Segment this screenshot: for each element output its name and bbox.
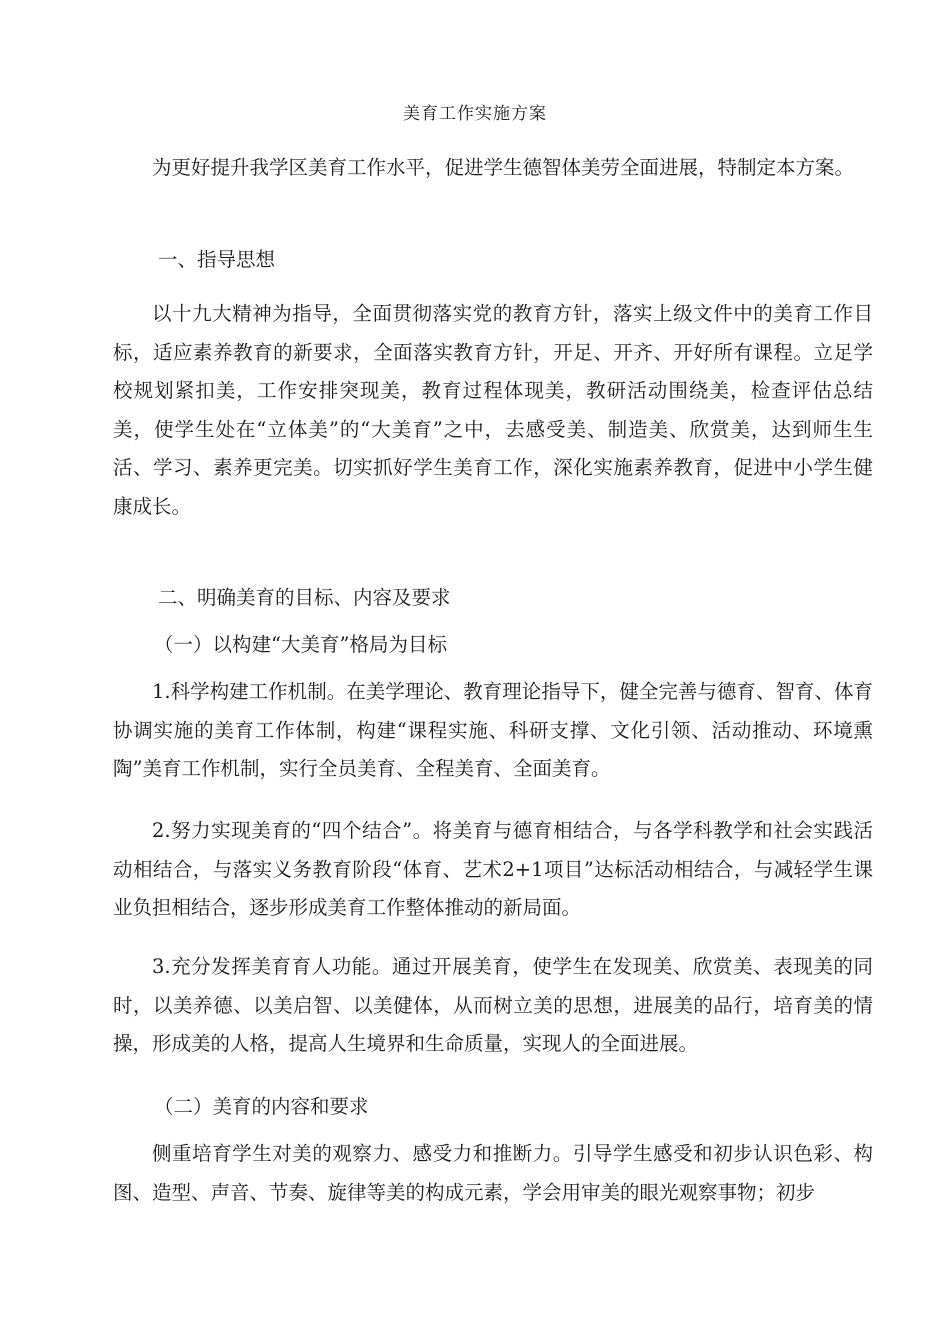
section-1-paragraph: 以十九大精神为指导，全面贯彻落实党的教育方针，落实上级文件中的美育工作目标，适应素养教育的新要求，全面落实教育方针，开足、开齐、开好所有课程。立足学校规划紧扣美，工作安排突现美，教育过程体现美，教研活动围绕美，检查评估总结美，使学生处在“立体美”的“大美育”之中，去感受美、制造美、欣赏美，达到师生生活、学习、素养更完美。切实抓好学生美育工作，深化实施素养教育，促进中小学生健康成长。 [113,302,873,518]
document-title: 美育工作实施方案 [403,104,547,124]
subsection-1-heading: （一）以构建“大美育”格局为目标 [154,633,447,656]
list-item-1: 1.科学构建工作机制。在美学理论、教育理论指导下，健全完善与德育、智育、体育协调实施的美育工作体制，构建“课程实施、科研支撑、文化引领、活动推动、环境熏陶”美育工作机制，实行全员美育、全程美育、全面美育。 [113,680,873,780]
intro-paragraph: 为更好提升我学区美育工作水平，促进学生德智体美劳全面进展，特制定本方案。 [152,156,855,179]
list-item-3: 3.充分发挥美育育人功能。通过开展美育，使学生在发现美、欣赏美、表现美的同时，以美养德、以美启智、以美健体，从而树立美的思想，进展美的品行，培育美的情操，形成美的人格，提高人生境界和生命质量，实现人的全面进展。 [113,955,873,1055]
section-2-heading: 二、明确美育的目标、内容及要求 [158,586,451,609]
section-1-heading: 一、指导思想 [158,248,276,271]
list-item-2: 2.努力实现美育的“四个结合”。将美育与德育相结合，与各学科教学和社会实践活动相结合，与落实义务教育阶段“体育、艺术2+1项目”达标活动相结合，与减轻学生课业负担相结合，逐步形成美育工作整体推动的新局面。 [113,819,873,919]
subsection-2-heading: （二）美育的内容和要求 [154,1095,369,1118]
subsection-2-paragraph: 侧重培育学生对美的观察力、感受力和推断力。引导学生感受和初步认识色彩、构图、造型、声音、节奏、旋律等美的构成元素，学会用审美的眼光观察事物；初步 [113,1142,873,1204]
